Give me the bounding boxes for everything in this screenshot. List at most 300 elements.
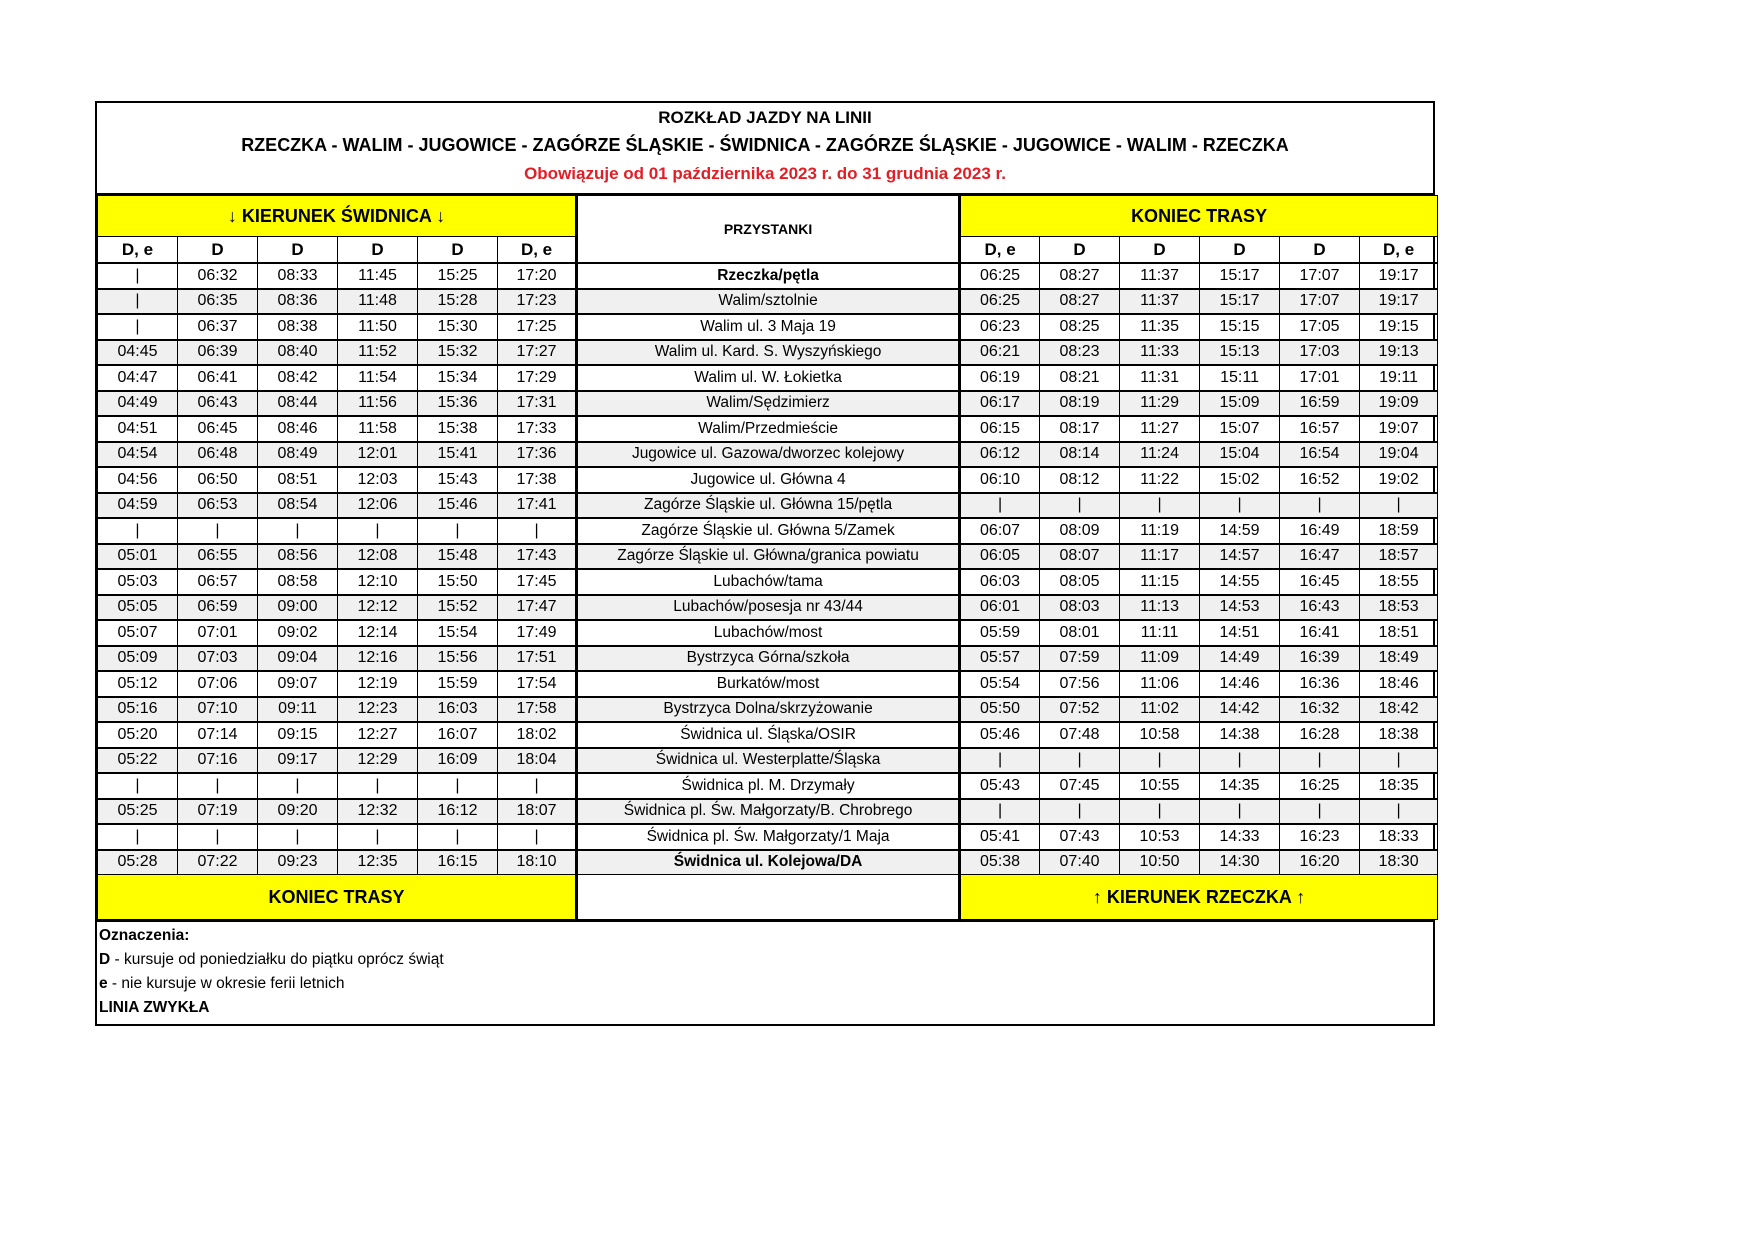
- departure-time-rzeczka: 05:46: [960, 722, 1040, 748]
- table-row: [98, 289, 1438, 315]
- departure-time-rzeczka: 15:02: [1200, 467, 1280, 493]
- departure-time-swidnica: 15:28: [418, 289, 498, 315]
- departure-time-swidnica: 16:09: [418, 748, 498, 774]
- departure-time-swidnica: 11:54: [338, 365, 418, 391]
- table-row: [98, 850, 1438, 875]
- table-row: [98, 416, 1438, 442]
- departure-time-swidnica: 09:02: [258, 620, 338, 646]
- departure-time-rzeczka: 08:23: [1040, 340, 1120, 366]
- departure-time-swidnica: 06:37: [178, 314, 258, 340]
- departure-time-swidnica: 09:07: [258, 671, 338, 697]
- course-label-right: D: [1280, 237, 1360, 264]
- departure-time-rzeczka: 08:07: [1040, 544, 1120, 570]
- departure-time-rzeczka: 17:01: [1280, 365, 1360, 391]
- direction-header-swidnica: [98, 196, 577, 237]
- course-label-right: D: [1200, 237, 1280, 264]
- departure-time-rzeczka: |: [1280, 799, 1360, 825]
- legend-item-e: e - nie kursuje w okresie ferii letnich: [99, 975, 345, 992]
- departure-time-rzeczka: 15:04: [1200, 442, 1280, 468]
- departure-time-rzeczka: 11:24: [1120, 442, 1200, 468]
- departure-time-swidnica: 15:46: [418, 493, 498, 519]
- departure-time-rzeczka: |: [1200, 799, 1280, 825]
- departure-time-rzeczka: 14:30: [1200, 850, 1280, 875]
- departure-time-rzeczka: 14:38: [1200, 722, 1280, 748]
- departure-time-rzeczka: 14:57: [1200, 544, 1280, 570]
- departure-time-rzeczka: 05:57: [960, 646, 1040, 672]
- departure-time-swidnica: 15:25: [418, 263, 498, 289]
- stop-name: Rzeczka/pętla: [577, 263, 960, 289]
- departure-time-swidnica: 04:47: [98, 365, 178, 391]
- departure-time-swidnica: 11:45: [338, 263, 418, 289]
- departure-time-rzeczka: 18:53: [1360, 595, 1438, 621]
- departure-time-swidnica: 11:52: [338, 340, 418, 366]
- departure-time-rzeczka: 15:07: [1200, 416, 1280, 442]
- departure-time-rzeczka: 05:54: [960, 671, 1040, 697]
- departure-time-rzeczka: 16:45: [1280, 569, 1360, 595]
- departure-time-swidnica: 09:00: [258, 595, 338, 621]
- departure-time-rzeczka: 11:33: [1120, 340, 1200, 366]
- title-block: [97, 103, 1433, 195]
- departure-time-swidnica: 07:16: [178, 748, 258, 774]
- table-row: [98, 722, 1438, 748]
- departure-time-swidnica: 07:19: [178, 799, 258, 825]
- departure-time-swidnica: |: [418, 518, 498, 544]
- stop-name: Świdnica ul. Westerplatte/Śląska: [577, 748, 960, 774]
- departure-time-rzeczka: 17:07: [1280, 263, 1360, 289]
- departure-time-swidnica: 08:38: [258, 314, 338, 340]
- departure-time-rzeczka: |: [1040, 493, 1120, 519]
- stop-name: Walim/Przedmieście: [577, 416, 960, 442]
- departure-time-rzeczka: 15:17: [1200, 263, 1280, 289]
- departure-time-rzeczka: 15:13: [1200, 340, 1280, 366]
- departure-time-rzeczka: 11:02: [1120, 697, 1200, 723]
- departure-time-swidnica: 12:08: [338, 544, 418, 570]
- departure-time-rzeczka: 18:59: [1360, 518, 1438, 544]
- course-label-left: D: [418, 237, 498, 264]
- departure-time-rzeczka: 08:01: [1040, 620, 1120, 646]
- departure-time-rzeczka: 18:35: [1360, 773, 1438, 799]
- departure-time-rzeczka: 06:25: [960, 289, 1040, 315]
- departure-time-rzeczka: 19:09: [1360, 391, 1438, 417]
- departure-time-rzeczka: 05:41: [960, 824, 1040, 850]
- stop-name: Lubachów/posesja nr 43/44: [577, 595, 960, 621]
- departure-time-swidnica: 12:01: [338, 442, 418, 468]
- departure-time-rzeczka: 19:13: [1360, 340, 1438, 366]
- departure-time-rzeczka: |: [1120, 799, 1200, 825]
- stop-name: Walim ul. W. Łokietka: [577, 365, 960, 391]
- departure-time-swidnica: 09:20: [258, 799, 338, 825]
- stops-column-footer: [577, 875, 960, 920]
- departure-time-rzeczka: 11:27: [1120, 416, 1200, 442]
- departure-time-rzeczka: 11:09: [1120, 646, 1200, 672]
- departure-time-swidnica: |: [498, 824, 577, 850]
- departure-time-swidnica: |: [418, 824, 498, 850]
- departure-time-rzeczka: 06:19: [960, 365, 1040, 391]
- departure-time-rzeczka: 05:38: [960, 850, 1040, 875]
- departure-time-swidnica: 17:43: [498, 544, 577, 570]
- departure-time-swidnica: |: [338, 773, 418, 799]
- departure-time-rzeczka: 11:37: [1120, 263, 1200, 289]
- table-row: [98, 518, 1438, 544]
- departure-time-rzeczka: 11:31: [1120, 365, 1200, 391]
- departure-time-swidnica: 15:56: [418, 646, 498, 672]
- departure-time-swidnica: 05:01: [98, 544, 178, 570]
- departure-time-swidnica: 17:33: [498, 416, 577, 442]
- stops-column-header: PRZYSTANKI: [577, 196, 960, 264]
- departure-time-swidnica: 06:32: [178, 263, 258, 289]
- departure-time-swidnica: 12:14: [338, 620, 418, 646]
- departure-time-swidnica: 11:56: [338, 391, 418, 417]
- departure-time-rzeczka: 11:13: [1120, 595, 1200, 621]
- stop-name: Lubachów/most: [577, 620, 960, 646]
- departure-time-swidnica: 17:49: [498, 620, 577, 646]
- departure-time-rzeczka: 18:55: [1360, 569, 1438, 595]
- stop-name: Walim/sztolnie: [577, 289, 960, 315]
- departure-time-rzeczka: 05:43: [960, 773, 1040, 799]
- legend-item-d: D - kursuje od poniedziałku do piątku oprócz świąt: [99, 951, 444, 968]
- departure-time-rzeczka: 14:35: [1200, 773, 1280, 799]
- departure-time-swidnica: 17:41: [498, 493, 577, 519]
- departure-time-swidnica: 09:17: [258, 748, 338, 774]
- departure-time-swidnica: |: [338, 824, 418, 850]
- departure-time-swidnica: 17:45: [498, 569, 577, 595]
- departure-time-rzeczka: 06:03: [960, 569, 1040, 595]
- departure-time-swidnica: |: [98, 518, 178, 544]
- departure-time-swidnica: 08:51: [258, 467, 338, 493]
- departure-time-swidnica: 08:46: [258, 416, 338, 442]
- departure-time-swidnica: 16:03: [418, 697, 498, 723]
- departure-time-rzeczka: 08:05: [1040, 569, 1120, 595]
- departure-time-rzeczka: 10:55: [1120, 773, 1200, 799]
- departure-time-swidnica: |: [258, 518, 338, 544]
- departure-time-rzeczka: 06:07: [960, 518, 1040, 544]
- table-row: [98, 697, 1438, 723]
- departure-time-rzeczka: 06:01: [960, 595, 1040, 621]
- departure-time-swidnica: 15:41: [418, 442, 498, 468]
- departure-time-rzeczka: 16:47: [1280, 544, 1360, 570]
- course-label-left: D: [178, 237, 258, 264]
- departure-time-rzeczka: |: [1040, 748, 1120, 774]
- departure-time-swidnica: 07:10: [178, 697, 258, 723]
- departure-time-swidnica: 17:27: [498, 340, 577, 366]
- departure-time-rzeczka: 07:48: [1040, 722, 1120, 748]
- course-label-left: D: [258, 237, 338, 264]
- departure-time-rzeczka: 17:03: [1280, 340, 1360, 366]
- table-row: [98, 467, 1438, 493]
- table-row: [98, 799, 1438, 825]
- departure-time-rzeczka: 11:35: [1120, 314, 1200, 340]
- table-row: [98, 263, 1438, 289]
- stop-name: Świdnica ul. Śląska/OSIR: [577, 722, 960, 748]
- departure-time-rzeczka: 11:29: [1120, 391, 1200, 417]
- departure-time-rzeczka: 11:37: [1120, 289, 1200, 315]
- table-row: [98, 365, 1438, 391]
- departure-time-rzeczka: 06:12: [960, 442, 1040, 468]
- departure-time-swidnica: 05:09: [98, 646, 178, 672]
- departure-time-rzeczka: |: [1200, 493, 1280, 519]
- departure-time-rzeczka: 05:59: [960, 620, 1040, 646]
- departure-time-rzeczka: 16:25: [1280, 773, 1360, 799]
- departure-time-swidnica: 05:07: [98, 620, 178, 646]
- departure-time-swidnica: 12:10: [338, 569, 418, 595]
- table-row: [98, 442, 1438, 468]
- departure-time-swidnica: 11:50: [338, 314, 418, 340]
- departure-time-rzeczka: 16:59: [1280, 391, 1360, 417]
- departure-time-swidnica: 08:58: [258, 569, 338, 595]
- departure-time-swidnica: 17:38: [498, 467, 577, 493]
- table-row: [98, 824, 1438, 850]
- departure-time-swidnica: 12:19: [338, 671, 418, 697]
- departure-time-swidnica: |: [178, 518, 258, 544]
- departure-time-rzeczka: 10:50: [1120, 850, 1200, 875]
- departure-time-rzeczka: |: [1280, 493, 1360, 519]
- departure-time-rzeczka: 15:09: [1200, 391, 1280, 417]
- departure-time-swidnica: 17:54: [498, 671, 577, 697]
- departure-time-rzeczka: 07:45: [1040, 773, 1120, 799]
- departure-time-swidnica: 15:50: [418, 569, 498, 595]
- departure-time-swidnica: 09:11: [258, 697, 338, 723]
- departure-time-rzeczka: 07:52: [1040, 697, 1120, 723]
- departure-time-swidnica: 05:20: [98, 722, 178, 748]
- stop-name: Świdnica pl. M. Drzymały: [577, 773, 960, 799]
- departure-time-rzeczka: 18:33: [1360, 824, 1438, 850]
- departure-time-swidnica: 05:12: [98, 671, 178, 697]
- departure-time-swidnica: 04:45: [98, 340, 178, 366]
- departure-time-swidnica: 09:23: [258, 850, 338, 875]
- departure-time-rzeczka: 10:53: [1120, 824, 1200, 850]
- departure-time-swidnica: 09:04: [258, 646, 338, 672]
- departure-time-swidnica: 04:51: [98, 416, 178, 442]
- departure-time-rzeczka: 06:15: [960, 416, 1040, 442]
- departure-time-rzeczka: |: [960, 748, 1040, 774]
- table-row: [98, 671, 1438, 697]
- departure-time-rzeczka: 14:59: [1200, 518, 1280, 544]
- departure-time-rzeczka: |: [1120, 748, 1200, 774]
- stop-name: Walim/Sędzimierz: [577, 391, 960, 417]
- departure-time-swidnica: 15:59: [418, 671, 498, 697]
- course-label-right: D: [1040, 237, 1120, 264]
- departure-time-rzeczka: 08:21: [1040, 365, 1120, 391]
- table-row: [98, 314, 1438, 340]
- departure-time-swidnica: 07:14: [178, 722, 258, 748]
- line-type: LINIA ZWYKŁA: [99, 999, 210, 1016]
- departure-time-swidnica: 12:32: [338, 799, 418, 825]
- stop-name: Walim ul. Kard. S. Wyszyńskiego: [577, 340, 960, 366]
- departure-time-rzeczka: 08:09: [1040, 518, 1120, 544]
- departure-time-swidnica: 15:32: [418, 340, 498, 366]
- departure-time-rzeczka: 08:14: [1040, 442, 1120, 468]
- end-of-route-header-top: KONIEC TRASY: [960, 196, 1438, 237]
- departure-time-swidnica: 18:07: [498, 799, 577, 825]
- legend: [97, 920, 1433, 1024]
- departure-time-swidnica: 06:35: [178, 289, 258, 315]
- stop-name: Zagórze Śląskie ul. Główna 15/pętla: [577, 493, 960, 519]
- departure-time-swidnica: 16:07: [418, 722, 498, 748]
- table-row: [98, 569, 1438, 595]
- departure-time-swidnica: 06:41: [178, 365, 258, 391]
- end-of-route-footer-left: KONIEC TRASY: [98, 875, 577, 920]
- departure-time-rzeczka: 18:42: [1360, 697, 1438, 723]
- departure-time-swidnica: 12:27: [338, 722, 418, 748]
- departure-time-swidnica: |: [178, 824, 258, 850]
- departure-time-rzeczka: 06:05: [960, 544, 1040, 570]
- departure-time-rzeczka: |: [1280, 748, 1360, 774]
- departure-time-swidnica: 15:48: [418, 544, 498, 570]
- stop-name: Zagórze Śląskie ul. Główna 5/Zamek: [577, 518, 960, 544]
- validity-period: Obowiązuje od 01 października 2023 r. do 31 grudnia 2023 r.: [524, 164, 1006, 183]
- departure-time-rzeczka: 06:23: [960, 314, 1040, 340]
- departure-time-swidnica: |: [98, 289, 178, 315]
- departure-time-swidnica: |: [258, 824, 338, 850]
- departure-time-swidnica: 05:05: [98, 595, 178, 621]
- departure-time-swidnica: 06:59: [178, 595, 258, 621]
- direction-label-swidnica: ↓ KIERUNEK ŚWIDNICA ↓: [227, 205, 446, 226]
- stop-name: Lubachów/tama: [577, 569, 960, 595]
- departure-time-rzeczka: 17:07: [1280, 289, 1360, 315]
- departure-time-swidnica: 04:59: [98, 493, 178, 519]
- departure-time-swidnica: |: [98, 263, 178, 289]
- departure-time-rzeczka: 11:19: [1120, 518, 1200, 544]
- stop-name: Bystrzyca Górna/szkoła: [577, 646, 960, 672]
- departure-time-swidnica: 06:48: [178, 442, 258, 468]
- departure-time-rzeczka: 19:17: [1360, 289, 1438, 315]
- departure-time-rzeczka: 18:46: [1360, 671, 1438, 697]
- departure-time-swidnica: 08:44: [258, 391, 338, 417]
- departure-time-swidnica: |: [178, 773, 258, 799]
- departure-time-swidnica: 07:03: [178, 646, 258, 672]
- table-row: [98, 748, 1438, 774]
- departure-time-swidnica: 08:56: [258, 544, 338, 570]
- departure-time-swidnica: 12:23: [338, 697, 418, 723]
- departure-time-rzeczka: 14:51: [1200, 620, 1280, 646]
- departure-time-rzeczka: 16:28: [1280, 722, 1360, 748]
- departure-time-swidnica: 17:29: [498, 365, 577, 391]
- departure-time-swidnica: 16:12: [418, 799, 498, 825]
- departure-time-swidnica: 09:15: [258, 722, 338, 748]
- departure-time-rzeczka: |: [1040, 799, 1120, 825]
- departure-time-swidnica: |: [98, 773, 178, 799]
- stop-name: Walim ul. 3 Maja 19: [577, 314, 960, 340]
- departure-time-swidnica: 12:29: [338, 748, 418, 774]
- departure-time-swidnica: 16:15: [418, 850, 498, 875]
- departure-time-rzeczka: 16:23: [1280, 824, 1360, 850]
- departure-time-swidnica: 08:49: [258, 442, 338, 468]
- departure-time-swidnica: 12:12: [338, 595, 418, 621]
- departure-time-rzeczka: 16:57: [1280, 416, 1360, 442]
- departure-time-swidnica: 06:53: [178, 493, 258, 519]
- departure-time-rzeczka: 08:03: [1040, 595, 1120, 621]
- departure-time-swidnica: 08:33: [258, 263, 338, 289]
- departure-time-swidnica: 17:23: [498, 289, 577, 315]
- departure-time-rzeczka: 18:38: [1360, 722, 1438, 748]
- departure-time-rzeczka: 08:27: [1040, 289, 1120, 315]
- departure-time-rzeczka: 14:49: [1200, 646, 1280, 672]
- departure-time-swidnica: |: [258, 773, 338, 799]
- departure-time-rzeczka: 19:11: [1360, 365, 1438, 391]
- course-label-right: D: [1120, 237, 1200, 264]
- departure-time-swidnica: 11:58: [338, 416, 418, 442]
- timetable-title: ROZKŁAD JAZDY NA LINII: [658, 108, 872, 127]
- table-row: [98, 595, 1438, 621]
- course-label-right: D, e: [960, 237, 1040, 264]
- departure-time-rzeczka: |: [1360, 493, 1438, 519]
- departure-time-rzeczka: 06:10: [960, 467, 1040, 493]
- departure-time-rzeczka: 10:58: [1120, 722, 1200, 748]
- departure-time-swidnica: 15:34: [418, 365, 498, 391]
- departure-time-swidnica: 04:54: [98, 442, 178, 468]
- departure-time-swidnica: 12:03: [338, 467, 418, 493]
- departure-time-swidnica: 05:25: [98, 799, 178, 825]
- departure-time-swidnica: 07:01: [178, 620, 258, 646]
- departure-time-swidnica: 15:52: [418, 595, 498, 621]
- departure-time-rzeczka: 18:57: [1360, 544, 1438, 570]
- departure-time-swidnica: 08:54: [258, 493, 338, 519]
- departure-time-rzeczka: 16:49: [1280, 518, 1360, 544]
- table-row: [98, 773, 1438, 799]
- departure-time-rzeczka: 15:11: [1200, 365, 1280, 391]
- departure-time-swidnica: 06:55: [178, 544, 258, 570]
- departure-time-swidnica: 05:16: [98, 697, 178, 723]
- departure-time-rzeczka: 16:32: [1280, 697, 1360, 723]
- table-row: [98, 493, 1438, 519]
- departure-time-swidnica: 15:54: [418, 620, 498, 646]
- departure-time-rzeczka: 08:12: [1040, 467, 1120, 493]
- table-row: [98, 391, 1438, 417]
- stop-name: Świdnica ul. Kolejowa/DA: [577, 850, 960, 875]
- departure-time-rzeczka: 11:22: [1120, 467, 1200, 493]
- departure-time-rzeczka: 14:33: [1200, 824, 1280, 850]
- departure-time-rzeczka: 19:04: [1360, 442, 1438, 468]
- course-label-left: D, e: [98, 237, 178, 264]
- departure-time-swidnica: 11:48: [338, 289, 418, 315]
- table-row: [98, 340, 1438, 366]
- departure-time-rzeczka: 08:27: [1040, 263, 1120, 289]
- departure-time-rzeczka: 08:17: [1040, 416, 1120, 442]
- departure-time-rzeczka: 16:20: [1280, 850, 1360, 875]
- departure-time-rzeczka: 15:15: [1200, 314, 1280, 340]
- departure-time-swidnica: 08:42: [258, 365, 338, 391]
- departure-time-rzeczka: 19:15: [1360, 314, 1438, 340]
- departure-time-swidnica: 18:04: [498, 748, 577, 774]
- stop-name: Świdnica pl. Św. Małgorzaty/1 Maja: [577, 824, 960, 850]
- departure-time-swidnica: 17:47: [498, 595, 577, 621]
- departure-time-swidnica: 07:22: [178, 850, 258, 875]
- departure-time-rzeczka: 14:55: [1200, 569, 1280, 595]
- departure-time-swidnica: |: [98, 314, 178, 340]
- stop-name: Burkatów/most: [577, 671, 960, 697]
- departure-time-rzeczka: 06:25: [960, 263, 1040, 289]
- departure-time-rzeczka: 11:11: [1120, 620, 1200, 646]
- departure-time-swidnica: 08:40: [258, 340, 338, 366]
- departure-time-rzeczka: 15:17: [1200, 289, 1280, 315]
- departure-time-rzeczka: 05:50: [960, 697, 1040, 723]
- departure-time-swidnica: |: [418, 773, 498, 799]
- table-row: [98, 646, 1438, 672]
- departure-time-swidnica: 05:22: [98, 748, 178, 774]
- departure-time-rzeczka: 16:43: [1280, 595, 1360, 621]
- departure-time-rzeczka: 16:36: [1280, 671, 1360, 697]
- departure-time-rzeczka: 11:15: [1120, 569, 1200, 595]
- departure-time-swidnica: 17:58: [498, 697, 577, 723]
- schedule-body: [98, 263, 1438, 875]
- departure-time-swidnica: 15:38: [418, 416, 498, 442]
- departure-time-swidnica: 06:39: [178, 340, 258, 366]
- departure-time-swidnica: 05:28: [98, 850, 178, 875]
- departure-time-rzeczka: 19:17: [1360, 263, 1438, 289]
- departure-time-rzeczka: 16:39: [1280, 646, 1360, 672]
- stop-name: Jugowice ul. Gazowa/dworzec kolejowy: [577, 442, 960, 468]
- departure-time-rzeczka: 14:53: [1200, 595, 1280, 621]
